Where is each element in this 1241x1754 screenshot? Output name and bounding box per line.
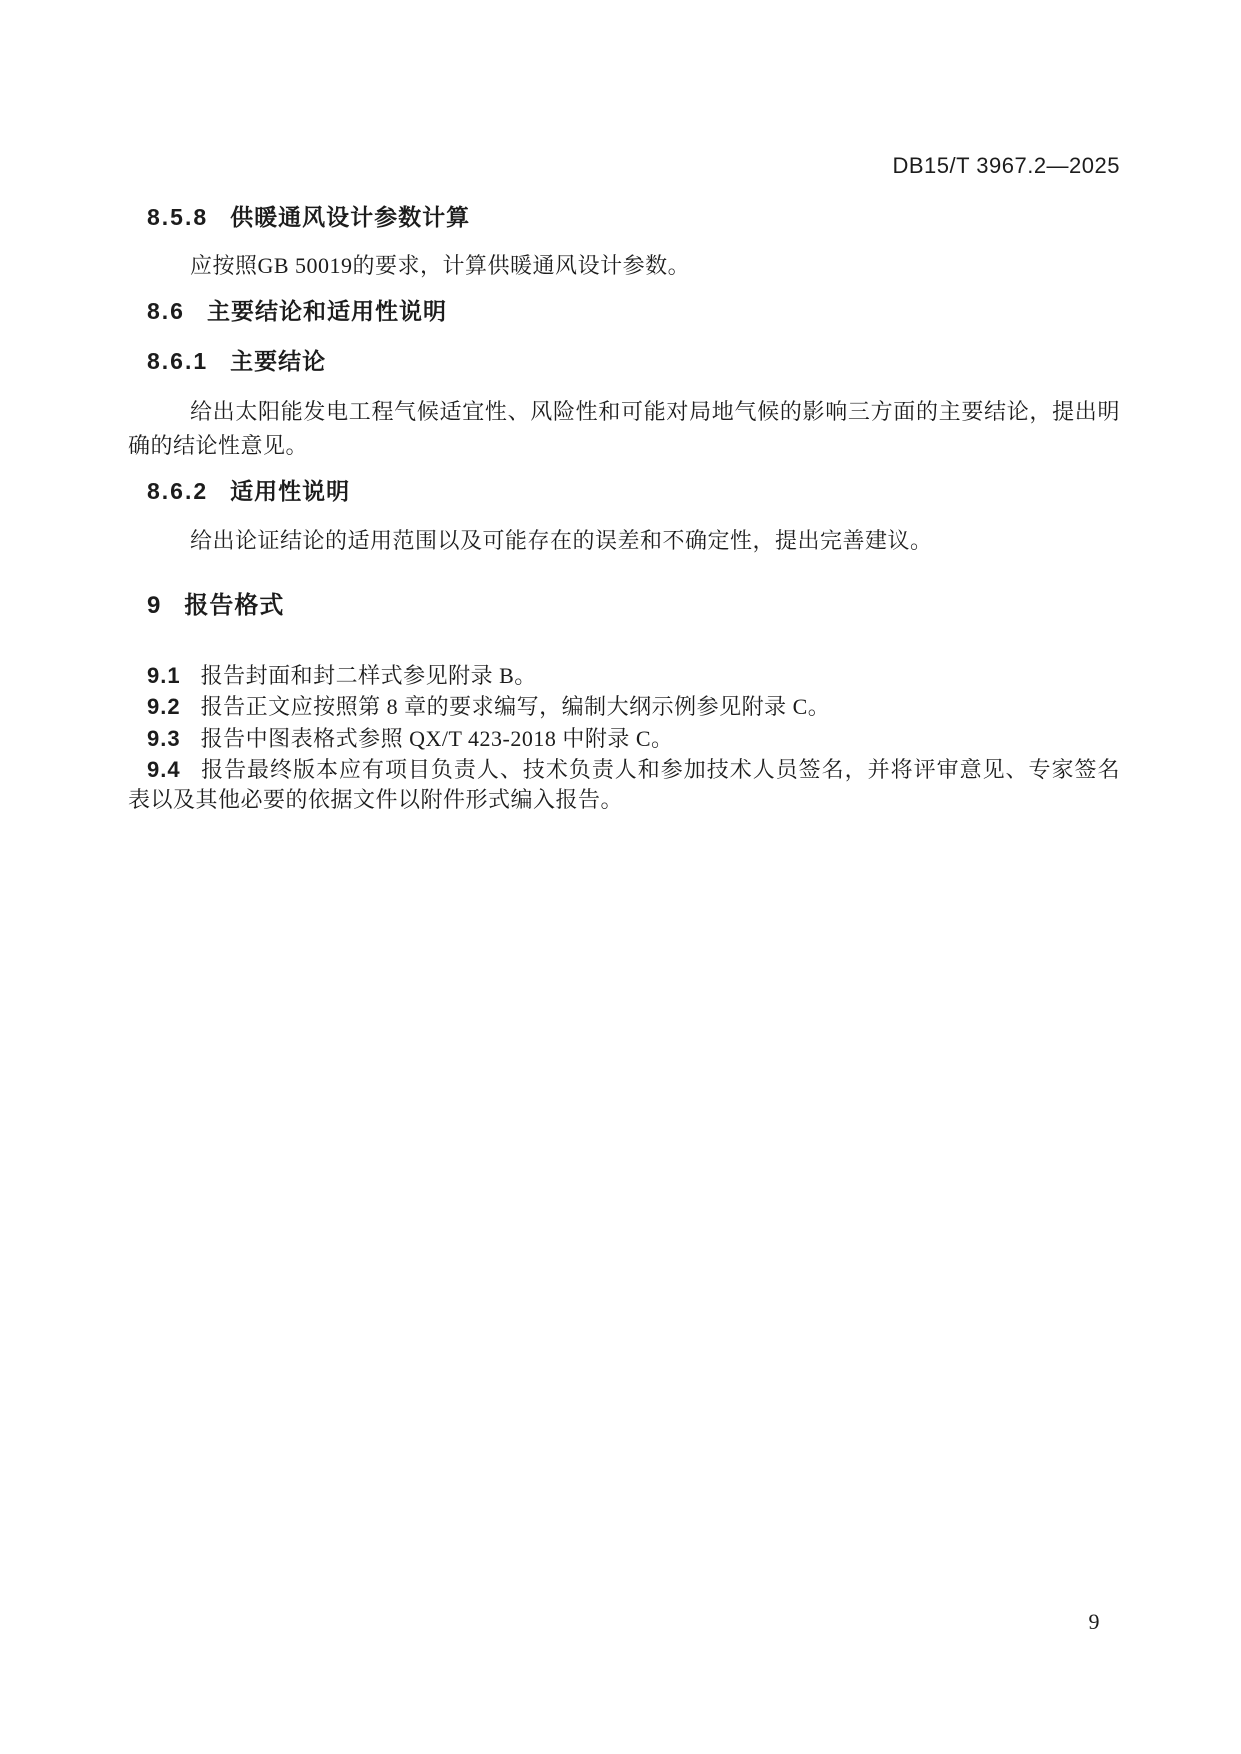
clause-text: 报告正文应按照第 8 章的要求编写，编制大纲示例参见附录 C。 [200, 694, 831, 719]
heading-number: 8.5.8 [147, 204, 209, 230]
heading-number: 8.6.2 [147, 478, 209, 504]
paragraph-8-5-8: 应按照GB 50019的要求，计算供暖通风设计参数。 [190, 253, 691, 278]
chapter-heading-9 [128, 592, 1120, 620]
clause-item-9-2 [128, 691, 1120, 723]
heading-title: 适用性说明 [230, 478, 351, 504]
heading-title: 报告格式 [184, 592, 285, 619]
clause-item-9-1 [128, 660, 1120, 692]
heading-number: 8.6.1 [147, 348, 209, 374]
section-heading-8-6-2 [128, 477, 1120, 505]
clause-text: 报告最终版本应有项目负责人、技术负责人和参加技术人员签名，并将评审意见、专家签名表以及其他必要的依据文件以附件形式编入报告。 [128, 757, 1120, 812]
paragraph-8-6-1: 给出太阳能发电工程气候适宜性、风险性和可能对局地气候的影响三方面的主要结论，提出明确的结论性意见。 [128, 399, 1120, 458]
clause-text: 报告中图表格式参照 QX/T 423-2018 中附录 C。 [200, 726, 674, 751]
section-heading-8-5-8 [128, 203, 1120, 231]
heading-title: 主要结论和适用性说明 [206, 298, 447, 324]
heading-number: 9 [147, 592, 163, 619]
standard-code-header: DB15/T 3967.2—2025 [892, 153, 1120, 178]
page-number: 9 [1088, 1609, 1100, 1634]
heading-title: 供暖通风设计参数计算 [230, 204, 471, 230]
clause-number: 9.4 [147, 757, 181, 782]
paragraph-8-6-2: 给出论证结论的适用范围以及可能存在的误差和不确定性，提出完善建议。 [190, 528, 933, 553]
clause-item-9-4 [128, 755, 1120, 815]
clause-number: 9.2 [147, 694, 181, 719]
clause-number: 9.3 [147, 726, 181, 751]
section-heading-8-6 [128, 297, 1120, 325]
heading-title: 主要结论 [230, 348, 327, 374]
section-heading-8-6-1 [128, 347, 1120, 375]
clause-text: 报告封面和封二样式参见附录 B。 [200, 663, 537, 688]
clause-item-9-3 [128, 723, 1120, 755]
clause-number: 9.1 [147, 663, 181, 688]
heading-number: 8.6 [147, 298, 185, 324]
